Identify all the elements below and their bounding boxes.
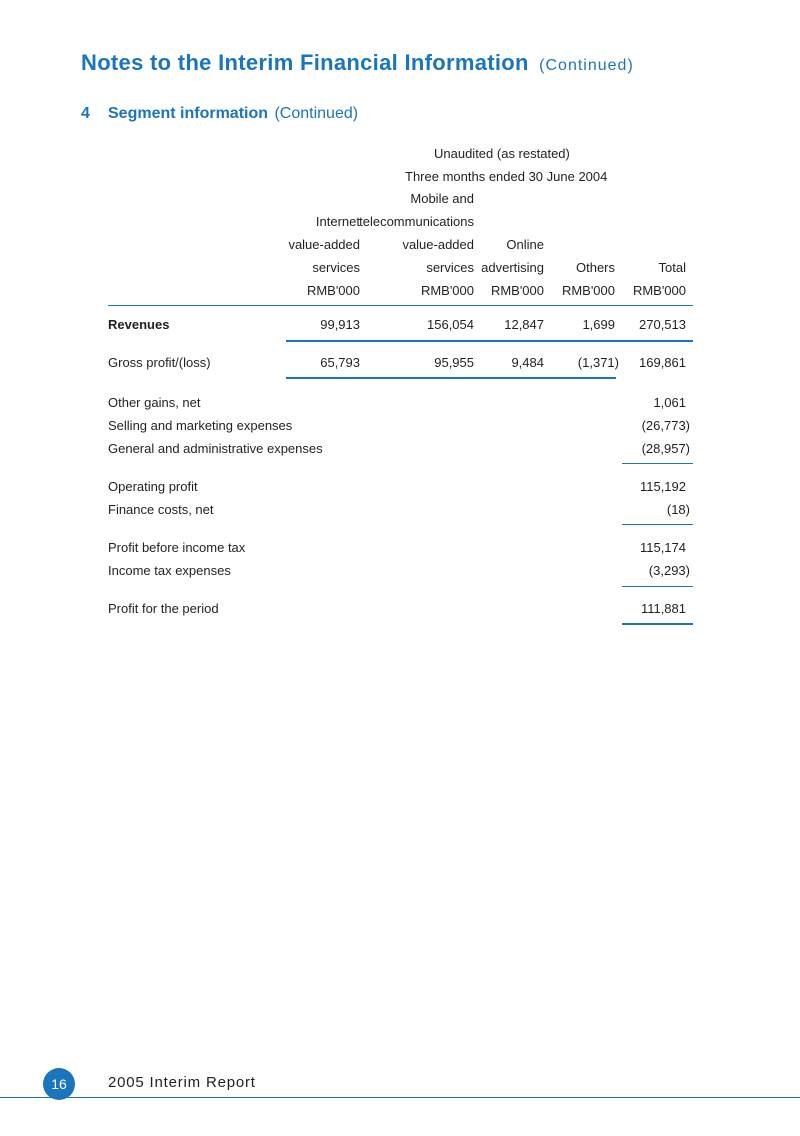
footer-rule [0,1097,800,1098]
subtotal-rule [622,463,693,464]
page-title-main: Notes to the Interim Financial Information [81,50,529,75]
subtotal-rule [622,524,693,525]
col-header-others [562,256,615,302]
cell-online-advertising: 9,484 [511,355,544,370]
gross-profit-rule [286,377,616,379]
period-header-audit: Unaudited (as restated) [434,146,570,161]
section-heading [81,105,358,123]
subtotal-rule [622,586,693,587]
cell-internet: 65,793 [320,355,360,370]
row-label: General and administrative expenses [108,441,323,456]
col-header-line: services [312,260,360,275]
col-header-line: value-added [402,237,474,252]
cell-total: 270,513 [639,317,686,332]
row-label: Selling and marketing expenses [108,418,293,433]
cell-internet: 99,913 [320,317,360,332]
final-double-rule [622,623,693,625]
col-header-line: services [426,260,474,275]
cell-mobile: 95,955 [434,355,474,370]
col-header-line: Others [575,260,615,275]
table-row-selling-expenses [108,418,693,438]
cell-total: 115,174 [639,540,686,555]
col-header-total [633,256,686,302]
col-header-line: RMB'000 [490,283,544,298]
table-row-income-tax [108,563,693,583]
row-label: Profit for the period [108,601,219,616]
section-continued: (Continued) [274,105,359,122]
cell-total: (26,773) [641,418,690,433]
row-label: Other gains, net [108,395,201,410]
col-header-line: Total [658,260,686,275]
revenues-rule [286,340,693,342]
cell-total: (18) [666,502,690,517]
cell-mobile: 156,054 [427,317,474,332]
col-header-line: RMB'000 [561,283,615,298]
page-title [81,50,634,76]
row-label: Operating profit [108,479,198,494]
col-header-line: RMB'000 [306,283,360,298]
header-rule [108,305,693,306]
cell-others: 1,699 [582,317,615,332]
col-header-line: Online [506,237,544,252]
cell-total: (3,293) [648,563,690,578]
table-row-profit-before-tax [108,540,693,560]
period-header-period: Three months ended 30 June 2004 [405,169,608,184]
col-header-online-advertising [481,233,544,302]
col-header-internet [288,210,360,302]
table-row-revenues [108,317,693,337]
col-header-line: Mobile and [410,191,474,206]
report-title: 2005 Interim Report [108,1074,256,1091]
cell-others: (1,371) [577,355,619,370]
cell-total: 1,061 [653,395,686,410]
section-number: 4 [81,105,90,122]
row-label: Gross profit/(loss) [108,355,211,370]
table-row-gross-profit [108,355,693,375]
cell-online-advertising: 12,847 [504,317,544,332]
table-row-general-expenses [108,441,693,461]
col-header-line: RMB'000 [632,283,686,298]
table-row-finance-costs [108,502,693,522]
col-header-line: RMB'000 [420,283,474,298]
table-row-operating-profit [108,479,693,499]
cell-total: (28,957) [641,441,690,456]
table-row-profit-for-period [108,601,693,621]
col-header-mobile [359,187,474,302]
table-row-other-gains [108,395,693,415]
row-label: Revenues [108,317,170,332]
row-label: Profit before income tax [108,540,246,555]
row-label: Income tax expenses [108,563,231,578]
cell-total: 169,861 [639,355,686,370]
row-label: Finance costs, net [108,502,214,517]
section-name: Segment information [108,105,269,122]
col-header-line: value-added [288,237,360,252]
col-header-line: telecommunications [359,214,474,229]
page-number-badge: 16 [43,1068,75,1100]
col-header-line: advertising [481,260,544,275]
col-header-line: Internet [315,214,360,229]
page-title-continued: (Continued) [539,57,634,74]
cell-total: 111,881 [640,601,686,616]
cell-total: 115,192 [639,479,686,494]
